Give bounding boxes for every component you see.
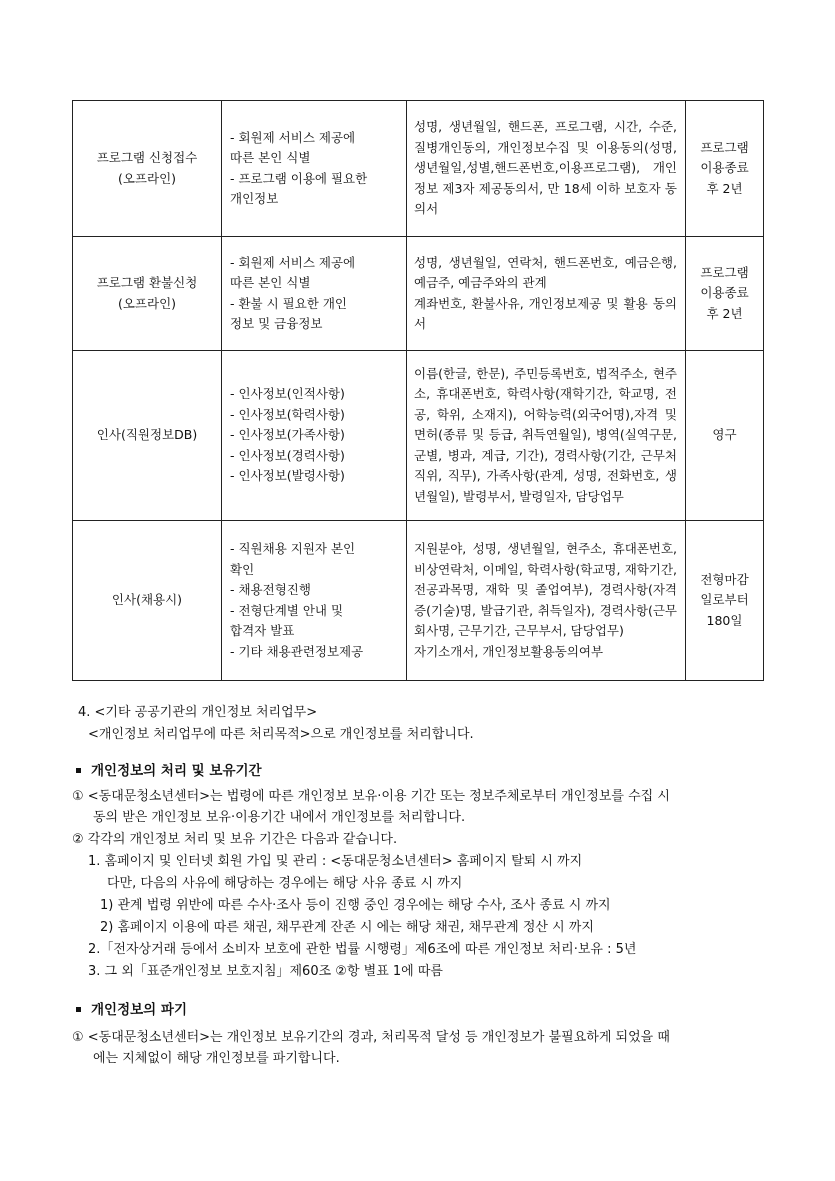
table-row: [73, 237, 764, 351]
row-period: 프로그램 이용종료 후 2년: [686, 237, 764, 351]
retention-item-1-note: 다만, 다음의 사유에 해당하는 경우에는 해당 사유 종료 시 까지: [107, 876, 463, 891]
row-items: 성명, 생년월일, 핸드폰, 프로그램, 시간, 수준, 질병개인동의, 개인정보수집 및 이용동의(성명,생년월일,성별,핸드폰번호,이용프로그램), 개인정보 제3자 제공동의서, 만 18세 이하 보호자 동의서: [407, 101, 686, 237]
row-period: 프로그램 이용종료 후 2년: [686, 101, 764, 237]
table-row: [73, 521, 764, 681]
destruction-heading: 개인정보의 파기: [76, 1000, 187, 1021]
square-bullet-icon: [76, 768, 81, 773]
row-task-name: 인사(직원정보DB): [73, 351, 222, 521]
row-task-name: 인사(채용시): [73, 521, 222, 681]
row-period: 영구: [686, 351, 764, 521]
retention-item-1: 1. 홈페이지 및 인터넷 회원 가입 및 관리 : <동대문청소년센터> 홈페이지 탈퇴 시 까지: [88, 854, 583, 869]
retention-item-1-sub-1: 1) 관계 법령 위반에 따른 수사·조사 등이 진행 중인 경우에는 해당 수사, 조사 종료 시 까지: [100, 898, 611, 913]
retention-paragraph-2: ② 각각의 개인정보 처리 및 보유 기간은 다음과 같습니다.: [72, 832, 398, 847]
row-items: 이름(한글, 한문), 주민등록번호, 법적주소, 현주소, 휴대폰번호, 학력사항(재학기간, 학교명, 전공, 학위, 소재지), 어학능력(외국어명),자격 및 면허(종류 및 등급, 취득연월일), 병역(실역구문, 군별, 병과, 계급, 기간), 경력사항(기간, 근무처 직위, 직무), 가족사항(관계, 성명, 전화번호, 생년월일), 발령부서, 발령일자, 담당업무: [407, 351, 686, 521]
row-items: 성명, 생년월일, 연락처, 핸드폰번호, 예금은행, 예금주, 예금주와의 관계 계좌번호, 환불사유, 개인정보제공 및 활용 동의서: [407, 237, 686, 351]
retention-heading: 개인정보의 처리 및 보유기간: [76, 761, 262, 782]
retention-paragraph-1: ① <동대문청소년센터>는 법령에 따른 개인정보 보유·이용 기간 또는 정보주체로부터 개인정보를 수집 시: [72, 789, 670, 804]
retention-item-2: 2.「전자상거래 등에서 소비자 보호에 관한 법률 시행령」제6조에 따른 개인정보 처리·보유 : 5년: [88, 942, 637, 957]
destruction-paragraph-1-cont: 에는 지체없이 해당 개인정보를 파기합니다.: [93, 1051, 340, 1066]
section4-title: 4. <기타 공공기관의 개인정보 처리업무>: [78, 705, 318, 720]
row-task-name: 프로그램 신청접수 (오프라인): [73, 101, 222, 237]
row-purpose: - 직원채용 지원자 본인 확인 - 채용전형진행 - 전형단계별 안내 및 합격자 발표 - 기타 채용관련정보제공: [222, 521, 407, 681]
privacy-table: [72, 100, 764, 681]
table-row: [73, 101, 764, 237]
row-period: 전형마감 일로부터 180일: [686, 521, 764, 681]
row-purpose: - 인사정보(인적사항) - 인사정보(학력사항) - 인사정보(가족사항) - 인사정보(경력사항) - 인사정보(발령사항): [222, 351, 407, 521]
destruction-paragraph-1: ① <동대문청소년센터>는 개인정보 보유기간의 경과, 처리목적 달성 등 개인정보가 불필요하게 되었을 때: [72, 1030, 670, 1045]
row-task-name: 프로그램 환불신청 (오프라인): [73, 237, 222, 351]
retention-item-1-sub-2: 2) 홈페이지 이용에 따른 채권, 채무관계 잔존 시 에는 해당 채권, 채무관계 정산 시 까지: [100, 920, 594, 935]
square-bullet-icon: [76, 1007, 81, 1012]
retention-paragraph-1-cont: 동의 받은 개인정보 보유·이용기간 내에서 개인정보를 처리합니다.: [93, 810, 466, 825]
table-row: [73, 351, 764, 521]
retention-item-3: 3. 그 외「표준개인정보 보호지침」제60조 ②항 별표 1에 따름: [88, 964, 443, 979]
row-purpose: - 회원제 서비스 제공에 따른 본인 식별 - 프로그램 이용에 필요한 개인정보: [222, 101, 407, 237]
row-items: 지원분야, 성명, 생년월일, 현주소, 휴대폰번호, 비상연락처, 이메일, 학력사항(학교명, 재학기간, 전공과목명, 재학 및 졸업여부), 경력사항(자격증(기술)명, 발급기관, 취득일자), 경력사항(근무회사명, 근무기간, 근무부서, 담당업무) 자기소개서, 개인정보활용동의여부: [407, 521, 686, 681]
section4-text: <개인정보 처리업무에 따른 처리목적>으로 개인정보를 처리합니다.: [88, 727, 474, 742]
row-purpose: - 회원제 서비스 제공에 따른 본인 식별 - 환불 시 필요한 개인 정보 및 금융정보: [222, 237, 407, 351]
